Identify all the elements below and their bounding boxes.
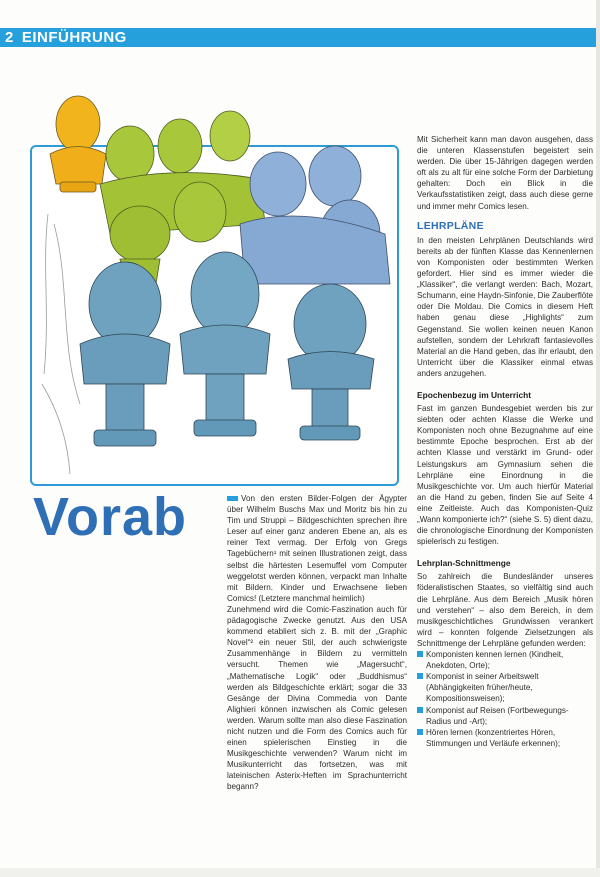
- square-bullet-icon: [417, 707, 423, 713]
- article-title: Vorab: [33, 487, 188, 547]
- right-paragraph-1: Mit Sicherheit kann man davon ausgehen, dass die unteren Klassenstufen begeistert sein werden. Die über 15-Jährigen dagegen werden oft als zu alt für eine solche Form der Darbietung gehalten: Doch ein Blick in die Verkaufsstatistiken zeigt, dass auch diese gerne und immer mehr Comics lesen.: [417, 135, 593, 211]
- sketch-lines: [42, 214, 80, 474]
- right-paragraph-2: In den meisten Lehrplänen Deutschlands wird bereits ab der fünften Klasse das Kennenlernen von Komponisten oder bestimmten Werken gefordert. Hier sind es immer wieder die „Klassiker“, die verlangt werden: Bach, Mozart, Schumann, eine Haydn-Sinfonie, Die Zauberflöte oder Die Moldau. Die Comics in diesem Heft haben genau diese „Highlights“ zum Gegenstand. Sie wollen keinen neuen Kanon aufstellen, sondern der Lehrkraft fantasievolles Material an die Hand geben, das ihr erlaubt, den Unterricht über die Klassiker einmal etwas anders anzugehen.: [417, 235, 593, 378]
- list-item: Komponist auf Reisen (Fortbewegungs-Radius und -Art);: [417, 705, 593, 727]
- subheading-schnittmenge: Lehrplan-Schnittmenge: [417, 558, 511, 569]
- right-column: [417, 134, 593, 749]
- running-header: [5, 29, 127, 46]
- square-bullet-icon: [417, 651, 423, 657]
- subheading-epochenbezug: Epochenbezug im Unterricht: [417, 389, 532, 400]
- list-item: Komponisten kennen lernen (Kindheit, Anekdoten, Orte);: [417, 649, 593, 671]
- bust-yellow: [50, 96, 106, 192]
- right-paragraph-4: So zahlreich die Bundesländer unseres föderalistischen Staates, so vielfältig sind auch die Lehrpläne. Aus dem Bereich „Musik hören und verstehen“ – also dem Bereich, in dem musikgeschichtliches Grundwissen verankert wird – konnten folgende Zielsetzungen als Schnittmenge der Lehrpläne gefunden werden:: [417, 572, 593, 648]
- list-item: Hören lernen (konzentriertes Hören, Stimmungen und Verläufe erkennen);: [417, 727, 593, 749]
- page-number: 2: [5, 29, 14, 46]
- right-paragraph-3: Fast im ganzen Bundesgebiet werden bis zur siebten oder achten Klasse die Werke und Komponisten noch ohne Bezugnahme auf eine bestimmte Epoche besprochen. Erst ab der achten Klasse und verstärkt im Grund- oder Leistungskurs am Gymnasium sehen die Lehrpläne eine Einordnung in die Musikgeschichte vor. Um auch hierfür Material an die Hand zu geben, finden Sie auf Seite 4 eine Zeitleiste. Auch das Komponisten-Quiz „Wann komponierte ich?“ (siehe S. 5) dient dazu, die chronologische Einordnung der Komponisten spielerisch zu festigen.: [417, 404, 593, 547]
- section-heading-lehrplaene: LEHRPLÄNE: [417, 219, 484, 232]
- intro-paragraph-2: Zunehmend wird die Comic-Faszination auch für pädagogische Zwecke genutzt. Aus den USA kommend etabliert sich z. B. mit der „Graphic Novel“² ein neuer Stil, der auch schwierigste Zusammenhänge in Bildern zu vermitteln versucht. Themen wie „Magersucht“, „Mathematische Logik“ oder „Buddhismus“ werden als Bildgeschichte erklärt; sogar die 33 Gesänge der Divina Commedia von Dante Alighieri können inzwischen als Comic gelesen werden. Warum sollte man also diese Faszination nicht nutzen und die Form des Comics auch für einen spielerischen Einstieg in die Musikgeschichte verwenden? Warum nicht im Musikunterricht das fortsetzen, was mit lateinischen Asterix-Heften im Sprachunterricht begann?: [227, 604, 407, 792]
- square-bullet-icon: [417, 729, 423, 735]
- intro-column: [227, 493, 407, 793]
- paragraph-marker-icon: [227, 496, 238, 501]
- intro-paragraph-1: Von den ersten Bilder-Folgen der Ägypter über Wilhelm Buschs Max und Moritz bis hin zu Tim und Struppi – Bildgeschichten sprechen ihre Leser auf einer ganz anderen Ebene an, als es reiner Text vermag. Der Erfolg von Gregs Tagebüchern¹ mit seinen Illustrationen zeigt, dass selbst die härtesten Lesemuffel vom Computer weggelotst werden können, verpackt man Inhalte mit Bildern. Kinder und Erwachsene lieben Comics! (Letztere manchmal heimlich): [227, 494, 407, 603]
- page-edge: [596, 0, 600, 877]
- composer-busts-illustration: [40, 84, 400, 480]
- page-bottom-edge: [0, 868, 600, 877]
- list-item: Komponist in seiner Arbeitswelt (Abhängigkeiten früher/heute, Kompositionsweisen);: [417, 671, 593, 704]
- section-label: EINFÜHRUNG: [21, 29, 127, 46]
- square-bullet-icon: [417, 673, 423, 679]
